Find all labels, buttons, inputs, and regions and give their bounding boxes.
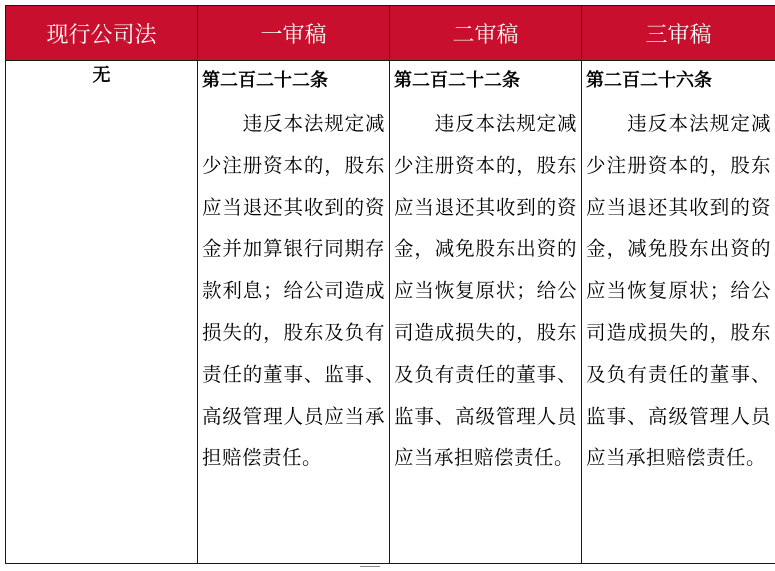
article-text: 违反本法规定减少注册资本的，股东应当退还其收到的资金并加算银行同期存款利息；给公司造成损失的，股东及负有责任的董事、监事、高级管理人员应当承担赔偿责任。 bbox=[202, 112, 385, 470]
article-text: 违反本法规定减少注册资本的，股东应当退还其收到的资金，减免股东出资的应当恢复原状；给公司造成损失的，股东及负有责任的董事、监事、高级管理人员应当承担赔偿责任。 bbox=[586, 112, 771, 470]
first-draft-cell bbox=[198, 61, 390, 564]
header-third-draft: 三审稿 bbox=[582, 6, 775, 61]
second-draft-cell bbox=[390, 61, 582, 564]
table-row bbox=[6, 61, 775, 564]
header-current-law: 现行公司法 bbox=[6, 6, 198, 61]
third-draft-cell bbox=[582, 61, 775, 564]
article-text: 违反本法规定减少注册资本的，股东应当退还其收到的资金，减免股东出资的应当恢复原状；给公司造成损失的，股东及负有责任的董事、监事、高级管理人员应当承担赔偿责任。 bbox=[394, 112, 577, 470]
header-first-draft: 一审稿 bbox=[198, 6, 390, 61]
article-number: 第二百二十二条 bbox=[202, 70, 328, 91]
page-break-marker bbox=[360, 566, 380, 567]
current-law-cell: 无 bbox=[6, 61, 198, 564]
header-row bbox=[6, 6, 775, 61]
article-number: 第二百二十二条 bbox=[394, 70, 520, 91]
article-number: 第二百二十六条 bbox=[586, 70, 712, 91]
comparison-table bbox=[5, 5, 775, 564]
header-second-draft: 二审稿 bbox=[390, 6, 582, 61]
